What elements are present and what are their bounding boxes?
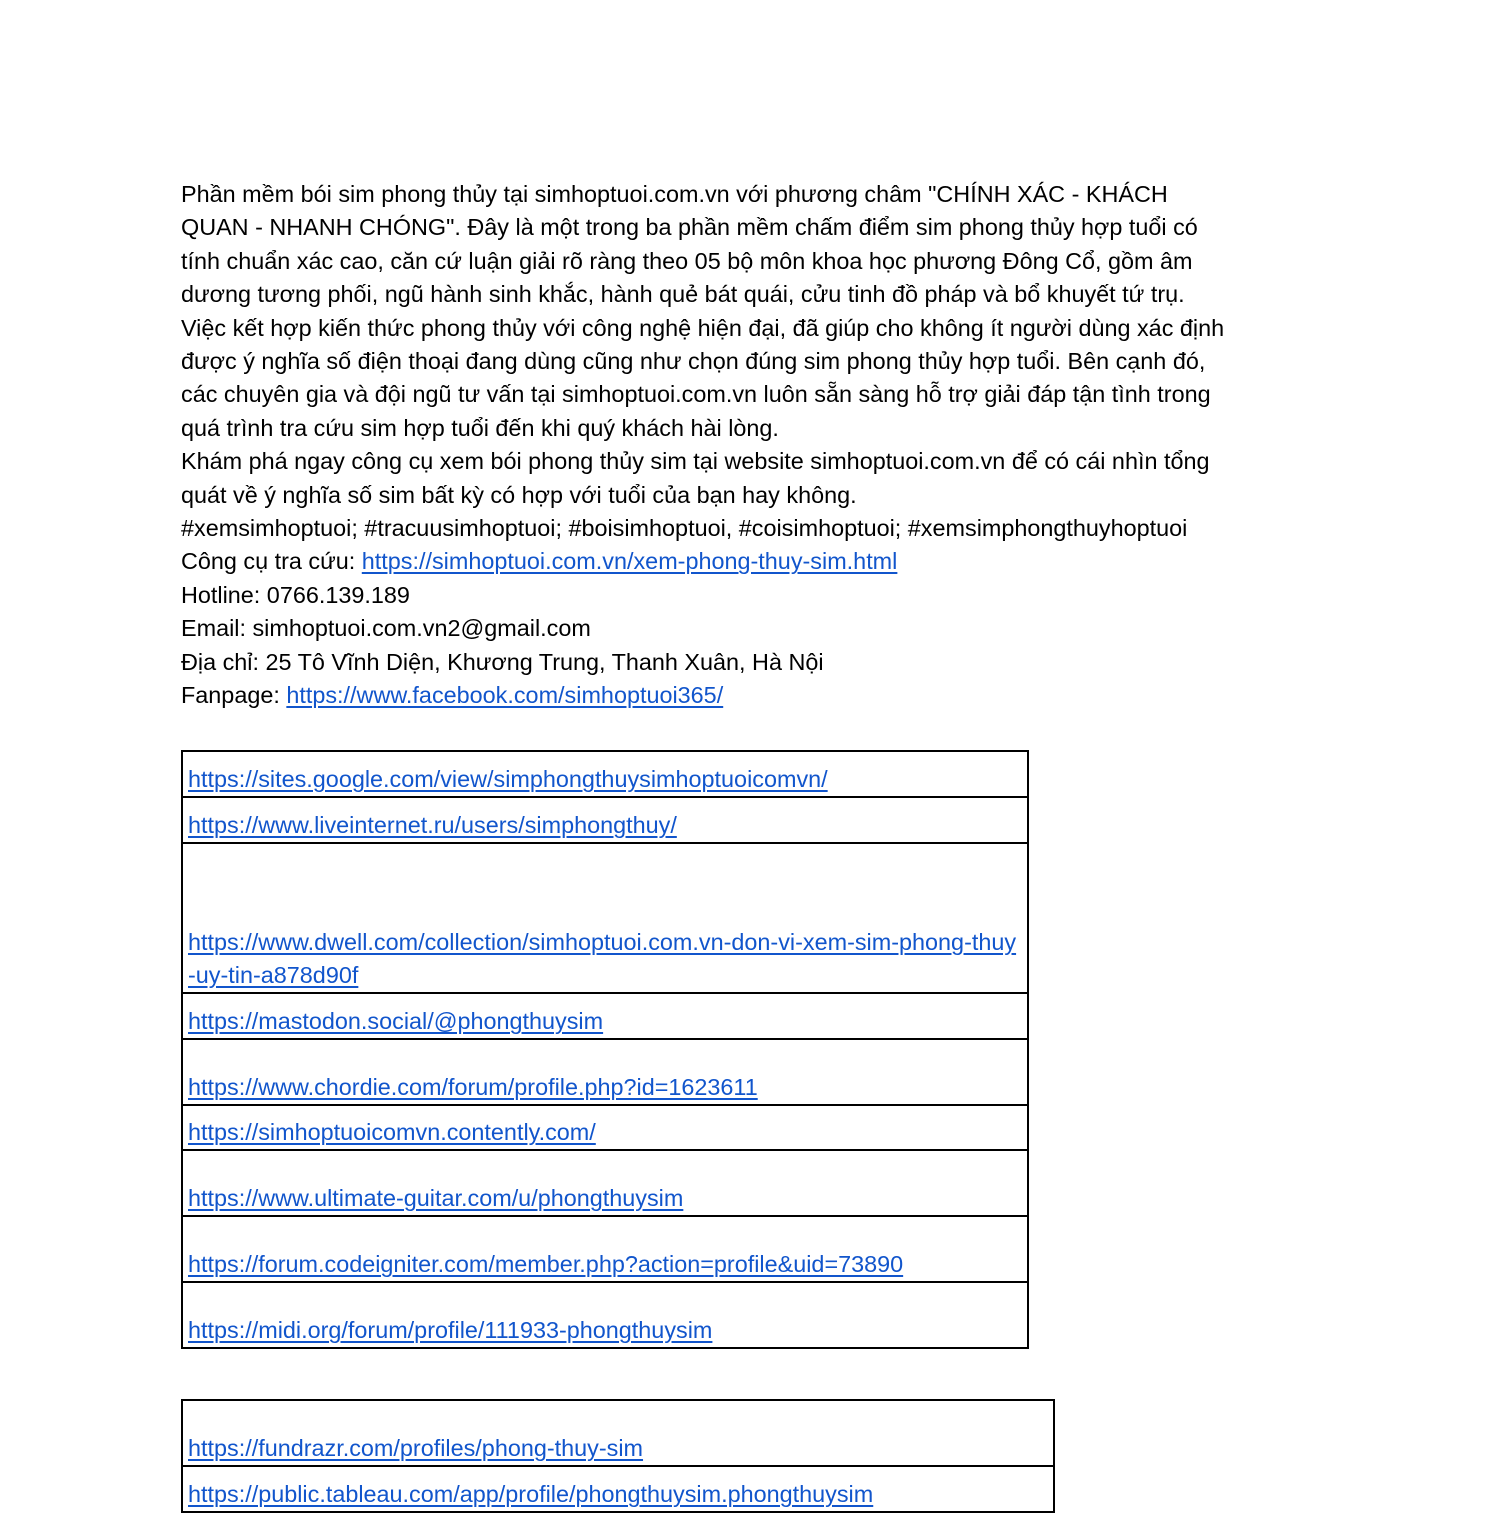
table-row xyxy=(182,1105,1028,1150)
table-row xyxy=(182,1282,1028,1348)
email-text: Email: simhoptuoi.com.vn2@gmail.com xyxy=(181,615,591,642)
table-row xyxy=(182,843,1028,993)
link-fundrazr[interactable]: https://fundrazr.com/profiles/phong-thuy-sim xyxy=(188,1435,644,1461)
document-body xyxy=(181,178,1321,713)
table-row xyxy=(182,1466,1054,1512)
address-text: Địa chỉ: 25 Tô Vĩnh Diện, Khương Trung, Thanh Xuân, Hà Nội xyxy=(181,648,824,675)
link-google-sites[interactable]: https://sites.google.com/view/simphongthuysimhoptuoicomvn/ xyxy=(188,766,828,792)
intro-line: tính chuẩn xác cao, căn cứ luận giải rõ ràng theo 05 bộ môn khoa học phương Đông Cổ, gồm âm xyxy=(181,247,1193,274)
fanpage-label: Fanpage: xyxy=(181,682,287,709)
links-table-2 xyxy=(181,1399,1055,1513)
links-table-1 xyxy=(181,750,1029,1349)
intro-line: Khám phá ngay công cụ xem bói phong thủy sim tại website simhoptuoi.com.vn để có cái nhìn tổng xyxy=(181,448,1210,475)
link-mastodon[interactable]: https://mastodon.social/@phongthuysim xyxy=(188,1008,604,1034)
intro-line: được ý nghĩa số điện thoại đang dùng cũng như chọn đúng sim phong thủy hợp tuổi. Bên cạnh đó, xyxy=(181,348,1206,375)
table-row xyxy=(182,1216,1028,1282)
table-row xyxy=(182,1039,1028,1105)
table-row xyxy=(182,1400,1054,1466)
hotline-text: Hotline: 0766.139.189 xyxy=(181,581,410,608)
tool-link[interactable]: https://simhoptuoi.com.vn/xem-phong-thuy-sim.html xyxy=(361,548,898,575)
link-ultimate-guitar[interactable]: https://www.ultimate-guitar.com/u/phongthuysim xyxy=(188,1185,684,1211)
tool-line xyxy=(181,545,1321,578)
link-contently[interactable]: https://simhoptuoicomvn.contently.com/ xyxy=(188,1119,596,1145)
link-chordie[interactable]: https://www.chordie.com/forum/profile.php?id=1623611 xyxy=(188,1074,758,1100)
link-midi[interactable]: https://midi.org/forum/profile/111933-phongthuysim xyxy=(188,1317,713,1343)
intro-line: các chuyên gia và đội ngũ tư vấn tại simhoptuoi.com.vn luôn sẵn sàng hỗ trợ giải đáp tận tình trong xyxy=(181,381,1211,408)
intro-line: dương tương phối, ngũ hành sinh khắc, hành quẻ bát quái, cửu tinh đồ pháp và bổ khuyết tứ trụ. xyxy=(181,281,1185,308)
table-row xyxy=(182,751,1028,797)
link-codeigniter[interactable]: https://forum.codeigniter.com/member.php?action=profile&uid=73890 xyxy=(188,1251,904,1277)
table-row xyxy=(182,993,1028,1039)
fanpage-link[interactable]: https://www.facebook.com/simhoptuoi365/ xyxy=(286,682,724,709)
intro-line: QUAN - NHANH CHÓNG". Đây là một trong ba phần mềm chấm điểm sim phong thủy hợp tuổi có xyxy=(181,214,1198,241)
intro-line: quá trình tra cứu sim hợp tuổi đến khi quý khách hài lòng. xyxy=(181,414,779,441)
intro-line: Việc kết hợp kiến thức phong thủy với công nghệ hiện đại, đã giúp cho không ít người dùng xác định xyxy=(181,314,1225,341)
intro-paragraph xyxy=(181,178,1321,713)
link-liveinternet[interactable]: https://www.liveinternet.ru/users/simphongthuy/ xyxy=(188,812,677,838)
fanpage-line xyxy=(181,679,1321,712)
table-row xyxy=(182,1150,1028,1216)
intro-line: quát về ý nghĩa số sim bất kỳ có hợp với tuổi của bạn hay không. xyxy=(181,481,857,508)
table-row xyxy=(182,797,1028,843)
hashtags-line: #xemsimhoptuoi; #tracuusimhoptuoi; #boisimhoptuoi, #coisimhoptuoi; #xemsimphongthuyhoptuoi xyxy=(181,515,1188,542)
link-dwell[interactable]: https://www.dwell.com/collection/simhoptuoi.com.vn-don-vi-xem-sim-phong-thuy-uy-tin-a878d90f xyxy=(188,929,1017,988)
link-tableau[interactable]: https://public.tableau.com/app/profile/phongthuysim.phongthuysim xyxy=(188,1481,874,1507)
tool-label: Công cụ tra cứu: xyxy=(181,548,362,575)
intro-line: Phần mềm bói sim phong thủy tại simhoptuoi.com.vn với phương châm "CHÍNH XÁC - KHÁCH xyxy=(181,181,1168,207)
